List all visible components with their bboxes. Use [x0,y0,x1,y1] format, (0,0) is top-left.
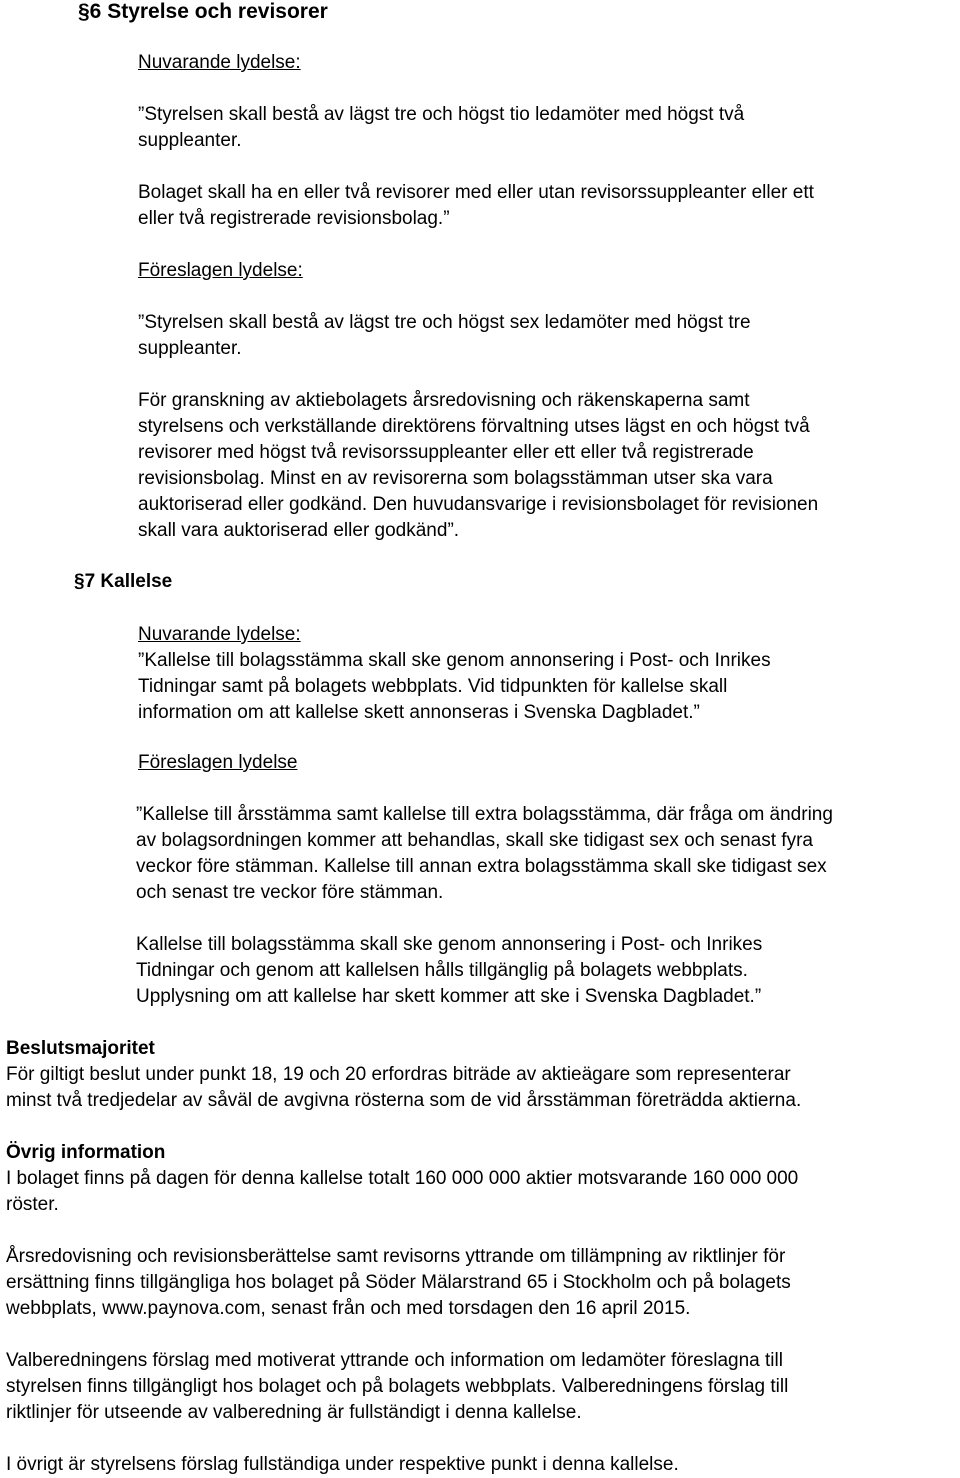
text-line: webbplats, www.paynova.com, senast från och med torsdagen den 16 april 2015. [6,1298,691,1319]
text-line: röster. [6,1194,59,1215]
text-line: revisionsbolag. Minst en av revisorerna som bolagsstämman utser ska vara [138,468,773,489]
text-line: Tidningar och genom att kallelsen hålls tillgänglig på bolagets webbplats. [136,960,748,981]
text-line: revisorer med högst två revisorssuppleanter eller ett eller två registrerade [138,442,754,463]
text-line: ersättning finns tillgängliga hos bolaget på Söder Mälarstrand 65 i Stockholm och på bolagets [6,1272,791,1293]
section-6-proposed-label: Föreslagen lydelse: [138,260,303,281]
section-7-proposed-label: Föreslagen lydelse [138,752,298,773]
text-line: I bolaget finns på dagen för denna kallelse totalt 160 000 000 aktier motsvarande 160 000 000 [6,1168,799,1189]
section-7-current-paragraph [138,648,771,726]
text-line: auktoriserad eller godkänd. Den huvudansvarige i revisionsbolaget för revisionen [138,494,819,515]
annual-report-paragraph [6,1244,791,1322]
text-line: Upplysning om att kallelse har skett kommer att ske i Svenska Dagbladet.” [136,986,762,1007]
text-line: ”Kallelse till årsstämma samt kallelse till extra bolagsstämma, där fråga om ändring [136,804,833,825]
section-6-proposed-board-line-2: suppleanter. [138,338,242,359]
text-line: och senast tre veckor före stämman. [136,882,444,903]
section-6-proposed-audit-paragraph [138,388,818,544]
section-6-current-board-line-2: suppleanter. [138,130,242,151]
section-7-proposed-paragraph-2 [136,932,762,1010]
section-7-current-label: Nuvarande lydelse: [138,624,301,645]
text-line: ”Kallelse till bolagsstämma skall ske genom annonsering i Post- och Inrikes [138,650,771,671]
section-6-current-auditor-line-1: Bolaget skall ha en eller två revisorer med eller utan revisorssuppleanter eller ett [138,182,814,203]
section-7-heading: §7 Kallelse [74,571,173,592]
text-line: riktlinjer för utseende av valberedning är fullständigt i denna kallelse. [6,1402,582,1423]
section-6-heading: §6 Styrelse och revisorer [78,0,328,23]
section-7-proposed-paragraph-1 [136,802,833,906]
section-6-current-board-line-1: ”Styrelsen skall bestå av lägst tre och högst tio ledamöter med högst två [138,104,745,125]
section-6-current-label: Nuvarande lydelse: [138,52,301,73]
text-line: styrelsen finns tillgängligt hos bolaget och på bolagets webbplats. Valberedningens förslag till [6,1376,789,1397]
other-info-heading: Övrig information [6,1142,166,1163]
text-line: Kallelse till bolagsstämma skall ske genom annonsering i Post- och Inrikes [136,934,763,955]
text-line: av bolagsordningen kommer att behandlas, skall ske tidigast sex och senast fyra [136,830,813,851]
section-6-proposed-board-line-1: ”Styrelsen skall bestå av lägst tre och högst sex ledamöter med högst tre [138,312,751,333]
text-line: Valberedningens förslag med motiverat yttrande och information om ledamöter föreslagna till [6,1350,783,1371]
final-statement: I övrigt är styrelsens förslag fullständiga under respektive punkt i denna kallelse. [6,1454,679,1475]
text-line: För granskning av aktiebolagets årsredovisning och räkenskaperna samt [138,390,750,411]
text-line: veckor före stämman. Kallelse till annan extra bolagsstämma skall ske tidigast sex [136,856,827,877]
text-line: styrelsens och verkställande direktörens förvaltning utses lägst en och högst två [138,416,810,437]
text-line: Tidningar samt på bolagets webbplats. Vid tidpunkten för kallelse skall [138,676,728,697]
nomination-committee-paragraph [6,1348,788,1426]
majority-paragraph [6,1062,801,1114]
text-line: Årsredovisning och revisionsberättelse samt revisorns yttrande om tillämpning av riktlinjer för [6,1246,786,1267]
text-line: För giltigt beslut under punkt 18, 19 och 20 erfordras biträde av aktieägare som representerar [6,1064,791,1085]
shares-paragraph [6,1166,798,1218]
majority-heading: Beslutsmajoritet [6,1038,155,1059]
text-line: minst två tredjedelar av såväl de avgivna rösterna som de vid årsstämman företrädda aktierna. [6,1090,802,1111]
text-line: information om att kallelse skett annonseras i Svenska Dagbladet.” [138,702,700,723]
section-6-current-auditor-line-2: eller två registrerade revisionsbolag.” [138,208,450,229]
text-line: skall vara auktoriserad eller godkänd”. [138,520,460,541]
